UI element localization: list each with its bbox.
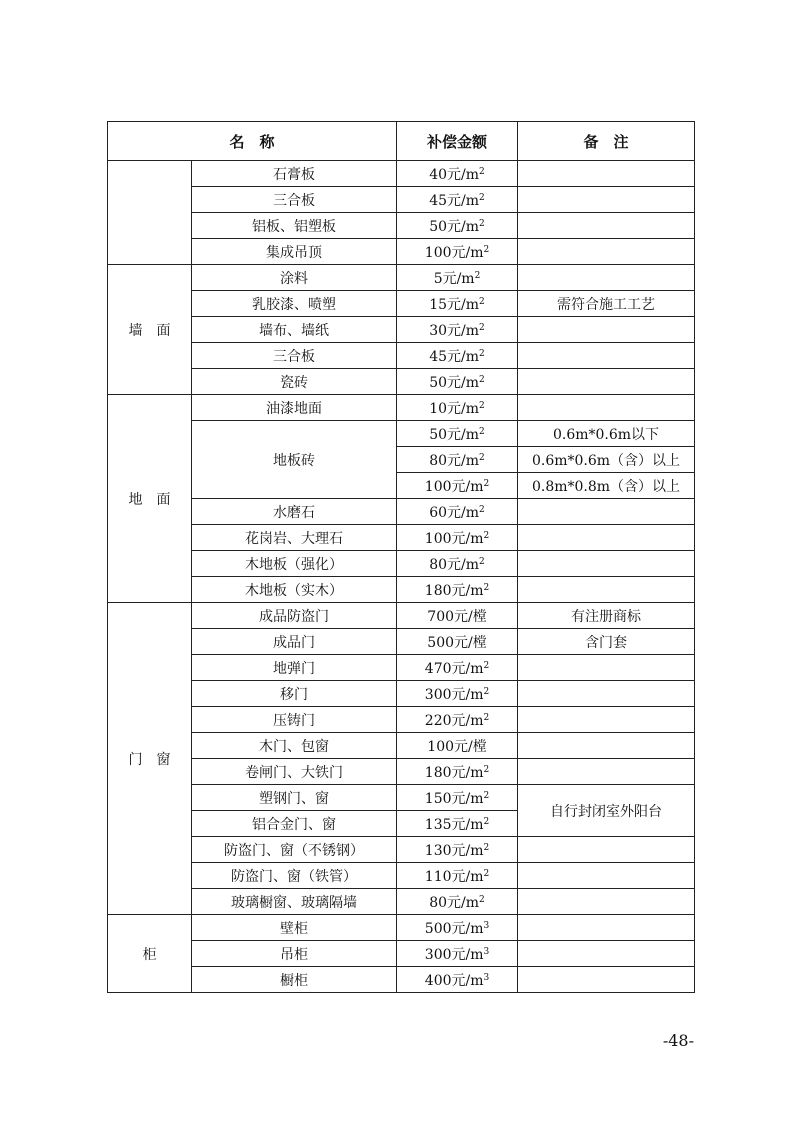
table-row: [108, 603, 695, 629]
item-remark: [518, 525, 695, 551]
table-row: [108, 863, 695, 889]
item-remark: [518, 213, 695, 239]
category-cabinet: 柜: [108, 915, 192, 993]
item-remark: [518, 889, 695, 915]
item-name: 移门: [192, 681, 397, 707]
item-amount: 300元$/m^2$: [397, 681, 518, 707]
item-remark: [518, 837, 695, 863]
item-name: 成品防盗门: [192, 603, 397, 629]
item-name: 成品门: [192, 629, 397, 655]
item-remark: [518, 707, 695, 733]
header-remark: 备 注: [518, 122, 695, 161]
table-row: [108, 187, 695, 213]
compensation-table-page: [107, 121, 694, 993]
table-row: [108, 265, 695, 291]
item-remark: [518, 265, 695, 291]
item-amount: 130元$/m^2$: [397, 837, 518, 863]
table-row: [108, 395, 695, 421]
item-name: 集成吊顶: [192, 239, 397, 265]
item-name: 三合板: [192, 187, 397, 213]
table-header-row: [108, 122, 695, 161]
item-name: 地弹门: [192, 655, 397, 681]
table-row: [108, 421, 695, 447]
item-name: 涂料: [192, 265, 397, 291]
item-amount: 50元$/m^2$: [397, 421, 518, 447]
item-name: 铝板、铝塑板: [192, 213, 397, 239]
item-remark: 0.6m*0.6m（含）以上: [518, 447, 695, 473]
item-name: 乳胶漆、喷塑: [192, 291, 397, 317]
item-amount: 100元$/m^2$: [397, 525, 518, 551]
table-row: [108, 525, 695, 551]
item-amount: 100元$/m^2$: [397, 239, 518, 265]
table-row: [108, 239, 695, 265]
item-remark: 含门套: [518, 629, 695, 655]
compensation-table: [107, 121, 695, 993]
item-amount: 100元/樘: [397, 733, 518, 759]
item-name: 卷闸门、大铁门: [192, 759, 397, 785]
item-name: 压铸门: [192, 707, 397, 733]
item-remark: 自行封闭室外阳台: [518, 785, 695, 837]
item-remark: [518, 577, 695, 603]
table-row: [108, 785, 695, 811]
header-name: 名 称: [108, 122, 397, 161]
item-name: 墙布、墙纸: [192, 317, 397, 343]
item-remark: [518, 655, 695, 681]
item-name: 壁柜: [192, 915, 397, 941]
item-amount: 15元$/m^2$: [397, 291, 518, 317]
item-remark: 需符合施工工艺: [518, 291, 695, 317]
item-remark: [518, 499, 695, 525]
item-amount: 40元$/m^2$: [397, 161, 518, 187]
item-amount: 150元$/m^2$: [397, 785, 518, 811]
item-amount: 10元$/m^2$: [397, 395, 518, 421]
item-remark: [518, 369, 695, 395]
item-amount: 135元$/m^2$: [397, 811, 518, 837]
item-amount: 45元$/m^2$: [397, 187, 518, 213]
table-row: [108, 837, 695, 863]
item-name: 地板砖: [192, 421, 397, 499]
item-remark: [518, 915, 695, 941]
category-ceiling: [108, 161, 192, 265]
item-amount: 60元$/m^2$: [397, 499, 518, 525]
table-row: [108, 291, 695, 317]
item-name: 橱柜: [192, 967, 397, 993]
item-name: 玻璃橱窗、玻璃隔墙: [192, 889, 397, 915]
item-name: 石膏板: [192, 161, 397, 187]
item-remark: [518, 395, 695, 421]
item-name: 三合板: [192, 343, 397, 369]
item-amount: 470元$/m^2$: [397, 655, 518, 681]
item-amount: 500元$/m^3$: [397, 915, 518, 941]
table-row: [108, 629, 695, 655]
item-remark: [518, 343, 695, 369]
table-row: [108, 161, 695, 187]
item-amount: 45元$/m^2$: [397, 343, 518, 369]
table-row: [108, 317, 695, 343]
table-row: [108, 707, 695, 733]
item-remark: [518, 239, 695, 265]
item-remark: [518, 161, 695, 187]
item-amount: 5元$/m^2$: [397, 265, 518, 291]
item-remark: [518, 733, 695, 759]
item-remark: [518, 317, 695, 343]
item-name: 水磨石: [192, 499, 397, 525]
item-remark: [518, 941, 695, 967]
item-remark: 0.6m*0.6m以下: [518, 421, 695, 447]
item-remark: [518, 863, 695, 889]
header-amount: 补偿金额: [397, 122, 518, 161]
table-row: [108, 577, 695, 603]
item-name: 防盗门、窗（不锈钢）: [192, 837, 397, 863]
table-row: [108, 213, 695, 239]
item-amount: 80元$/m^2$: [397, 889, 518, 915]
item-name: 花岗岩、大理石: [192, 525, 397, 551]
table-row: [108, 941, 695, 967]
table-row: [108, 889, 695, 915]
item-amount: 500元/樘: [397, 629, 518, 655]
item-amount: 80元$/m^2$: [397, 551, 518, 577]
item-amount: 100元$/m^2$: [397, 473, 518, 499]
item-name: 瓷砖: [192, 369, 397, 395]
item-name: 木地板（强化）: [192, 551, 397, 577]
item-amount: 220元$/m^2$: [397, 707, 518, 733]
item-amount: 50元$/m^2$: [397, 369, 518, 395]
item-name: 木地板（实木）: [192, 577, 397, 603]
table-row: [108, 499, 695, 525]
table-row: [108, 967, 695, 993]
category-wall: 墙 面: [108, 265, 192, 395]
item-remark: [518, 187, 695, 213]
item-name: 油漆地面: [192, 395, 397, 421]
item-amount: 180元$/m^2$: [397, 759, 518, 785]
table-row: [108, 655, 695, 681]
item-amount: 400元$/m^3$: [397, 967, 518, 993]
item-amount: 30元$/m^2$: [397, 317, 518, 343]
table-row: [108, 343, 695, 369]
item-amount: 700元/樘: [397, 603, 518, 629]
item-remark: 有注册商标: [518, 603, 695, 629]
item-name: 木门、包窗: [192, 733, 397, 759]
item-amount: 80元$/m^2$: [397, 447, 518, 473]
item-name: 吊柜: [192, 941, 397, 967]
table-row: [108, 551, 695, 577]
item-remark: [518, 967, 695, 993]
table-row: [108, 733, 695, 759]
table-row: [108, 369, 695, 395]
item-remark: 0.8m*0.8m（含）以上: [518, 473, 695, 499]
item-amount: 110元$/m^2$: [397, 863, 518, 889]
item-name: 塑钢门、窗: [192, 785, 397, 811]
table-row: [108, 759, 695, 785]
category-doors-windows: 门 窗: [108, 603, 192, 915]
table-row: [108, 915, 695, 941]
table-row: [108, 681, 695, 707]
item-amount: 50元$/m^2$: [397, 213, 518, 239]
item-remark: [518, 551, 695, 577]
item-amount: 300元$/m^3$: [397, 941, 518, 967]
item-remark: [518, 759, 695, 785]
item-remark: [518, 681, 695, 707]
item-name: 铝合金门、窗: [192, 811, 397, 837]
item-name: 防盗门、窗（铁管）: [192, 863, 397, 889]
page-number: -48-: [662, 1031, 694, 1050]
category-floor: 地 面: [108, 395, 192, 603]
item-amount: 180元$/m^2$: [397, 577, 518, 603]
